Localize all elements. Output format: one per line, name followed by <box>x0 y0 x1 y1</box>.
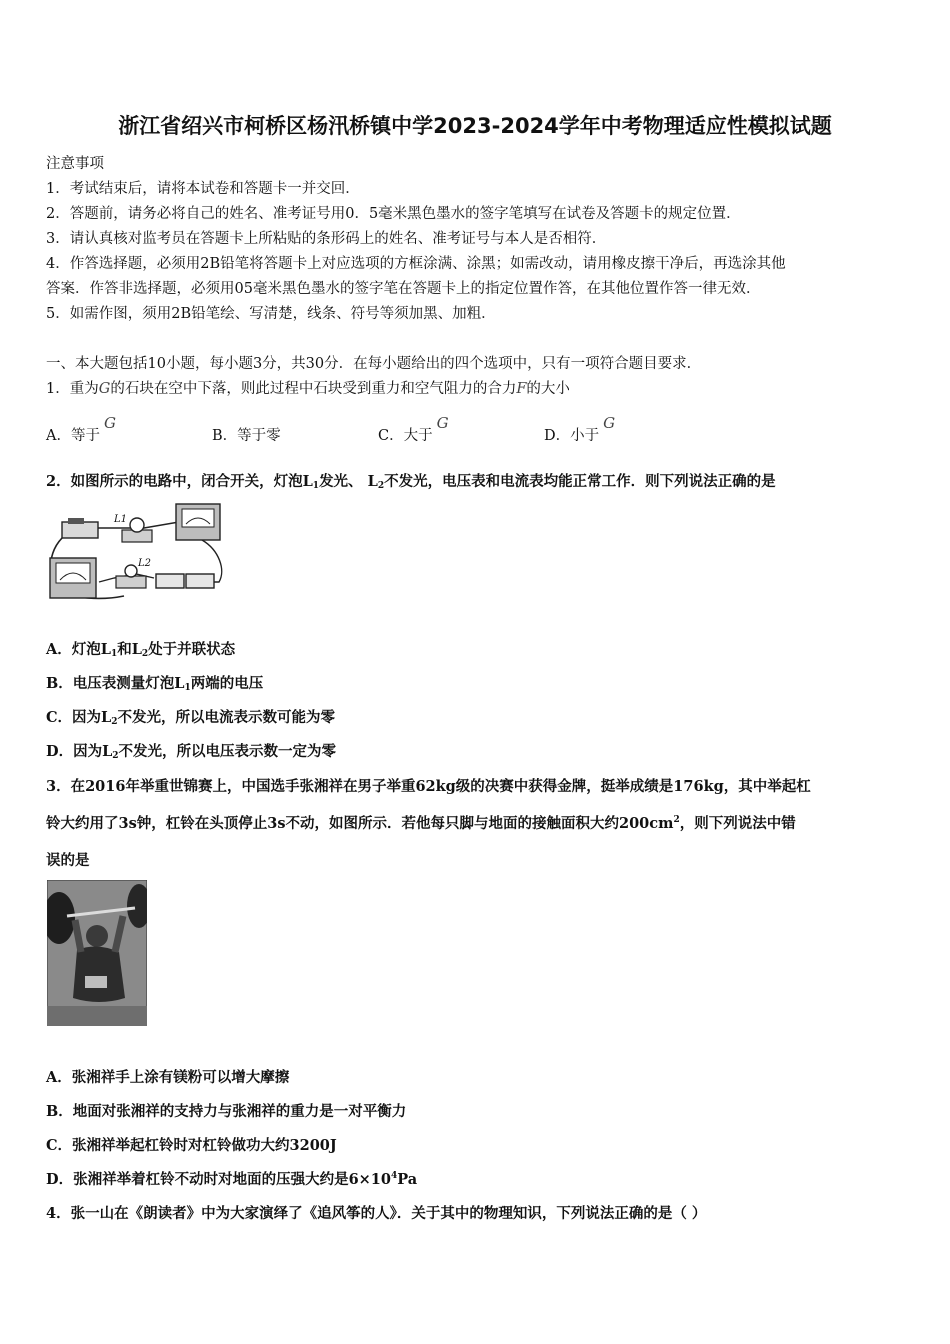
q3-option-b[interactable]: B．地面对张湘祥的支持力与张湘祥的重力是一对平衡力 <box>46 1103 407 1120</box>
q2-stem-part: 发光、 L <box>319 473 378 490</box>
option-var: G <box>603 414 616 432</box>
opt-sub: 2 <box>112 751 119 761</box>
q2-subscript: 2 <box>377 481 385 491</box>
question-3-stem-line1: 3．在2016年举重世锦赛上，中国选手张湘祥在男子举重62kg级的决赛中获得金牌，挺举成绩是176kg，其中举起杠 <box>46 778 811 795</box>
opt-part: 不发光，所以电压表示数一定为零 <box>118 743 337 760</box>
battery <box>156 574 184 588</box>
opt-sub: 2 <box>111 717 118 727</box>
opt-part: 处于并联状态 <box>148 641 236 658</box>
option-label: D．小于 <box>544 428 600 444</box>
option-var: G <box>103 414 116 432</box>
bulb-l2-base <box>116 576 146 588</box>
switch-lever <box>68 518 84 524</box>
opt-sub: 1 <box>184 683 191 693</box>
q3-part: 铃大约用了3s钟，杠铃在头顶停止3s不动，如图所示．若他每只脚与地面的接触面积大约200cm <box>46 815 674 832</box>
option-label: B．等于零 <box>212 428 281 444</box>
q2-stem-part: 2．如图所示的电路中，闭合开关，灯泡L <box>46 473 313 490</box>
notice-item: 1．考试结束后，请将本试卷和答题卡一并交回． <box>46 181 360 197</box>
opt-part: C．因为L <box>46 709 112 726</box>
option-label: A．等于 <box>46 428 100 444</box>
q1-stem-part: 1．重为 <box>46 381 99 397</box>
opt-part: 不发光，所以电流表示数可能为零 <box>117 709 336 726</box>
weightlifter-photo <box>47 880 147 1026</box>
label-l1: L1 <box>114 514 128 525</box>
q2-option-d[interactable] <box>46 740 336 761</box>
question-4-stem: 4．张一山在《朗读者》中为大家演绎了《追风筝的人》．关于其中的物理知识，下列说法正确的是（ ） <box>46 1205 707 1222</box>
opt-part: D．因为L <box>46 743 113 760</box>
page-title: 浙江省绍兴市柯桥区杨汛桥镇中学2023-2024学年中考物理适应性模拟试题 <box>118 114 832 138</box>
circuit-figure <box>44 500 230 608</box>
question-3-stem-line2 <box>46 812 796 833</box>
photo-floor <box>47 1006 147 1026</box>
option-var: G <box>436 414 449 432</box>
notice-item: 答案．作答非选择题，必须用05毫米黑色墨水的签字笔在答题卡上的指定位置作答，在其他位置作答一律无效． <box>46 281 761 297</box>
opt-part: 两端的电压 <box>190 675 264 692</box>
option-label: C．大于 <box>378 428 433 444</box>
opt-part: A．灯泡L <box>46 641 111 658</box>
q3-option-c[interactable]: C．张湘祥举起杠铃时对杠铃做功大约3200J <box>46 1137 337 1154</box>
q2-subscript: 1 <box>312 481 320 491</box>
switch <box>62 522 98 538</box>
section-heading: 一、本大题包括10小题，每小题3分，共30分．在每小题给出的四个选项中，只有一项符合题目要求． <box>46 356 702 372</box>
notice-item: 4．作答选择题，必须用2B铅笔将答题卡上对应选项的方框涂满、涂黑；如需改动，请用橡皮擦干净后，再选涂其他 <box>46 256 786 272</box>
question-3-stem-line3: 误的是 <box>46 852 90 869</box>
lifter-body <box>73 946 125 1002</box>
notice-item: 2．答题前，请务必将自己的姓名、准考证号用0．5毫米黑色墨水的签字笔填写在试卷及答题卡的规定位置． <box>46 206 741 222</box>
q1-stem-part: 的大小 <box>526 381 570 397</box>
label-l2: L2 <box>138 558 152 569</box>
lifter-belt <box>85 976 107 988</box>
bulb-l1 <box>130 518 144 532</box>
q2-option-c[interactable] <box>46 706 335 727</box>
notice-item: 5．如需作图，须用2B铅笔绘、写清楚，线条、符号等须加黑、加粗． <box>46 306 496 322</box>
q2-stem-part: 不发光，电压表和电流表均能正常工作．则下列说法正确的是 <box>384 473 776 490</box>
q1-var-g: G <box>98 381 111 397</box>
opt-sub: 2 <box>141 649 149 659</box>
q2-option-a[interactable] <box>46 638 235 659</box>
q1-option-a[interactable] <box>46 414 116 445</box>
q1-option-b[interactable] <box>212 424 281 445</box>
opt-part: 和L <box>117 641 142 658</box>
opt-part: D．张湘祥举着杠铃不动时对地面的压强大约是6×10 <box>46 1171 391 1188</box>
notice-heading: 注意事项 <box>46 156 104 172</box>
bulb-l2 <box>125 565 137 577</box>
battery <box>186 574 214 588</box>
notice-item: 3．请认真核对监考员在答题卡上所粘贴的条形码上的姓名、准考证号与本人是否相符． <box>46 231 607 247</box>
opt-sup: 4 <box>391 1171 398 1181</box>
q3-part: ，则下列说法中错 <box>679 815 796 832</box>
lifter-head <box>86 925 108 947</box>
q1-var-f: F <box>516 381 527 397</box>
q1-stem-part: 的石块在空中下落，则此过程中石块受到重力和空气阻力的合力 <box>110 381 517 397</box>
question-2-stem <box>46 470 776 491</box>
opt-part: Pa <box>397 1171 418 1188</box>
q3-sup: 2 <box>673 815 680 825</box>
opt-sub: 1 <box>110 649 118 659</box>
q3-option-d[interactable] <box>46 1168 417 1189</box>
q1-option-d[interactable] <box>544 414 616 445</box>
question-1-stem <box>46 377 570 398</box>
opt-part: B．电压表测量灯泡L <box>46 675 185 692</box>
q2-option-b[interactable] <box>46 672 263 693</box>
q1-option-c[interactable] <box>378 414 449 445</box>
q3-option-a[interactable]: A．张湘祥手上涂有镁粉可以增大摩擦 <box>46 1069 290 1086</box>
